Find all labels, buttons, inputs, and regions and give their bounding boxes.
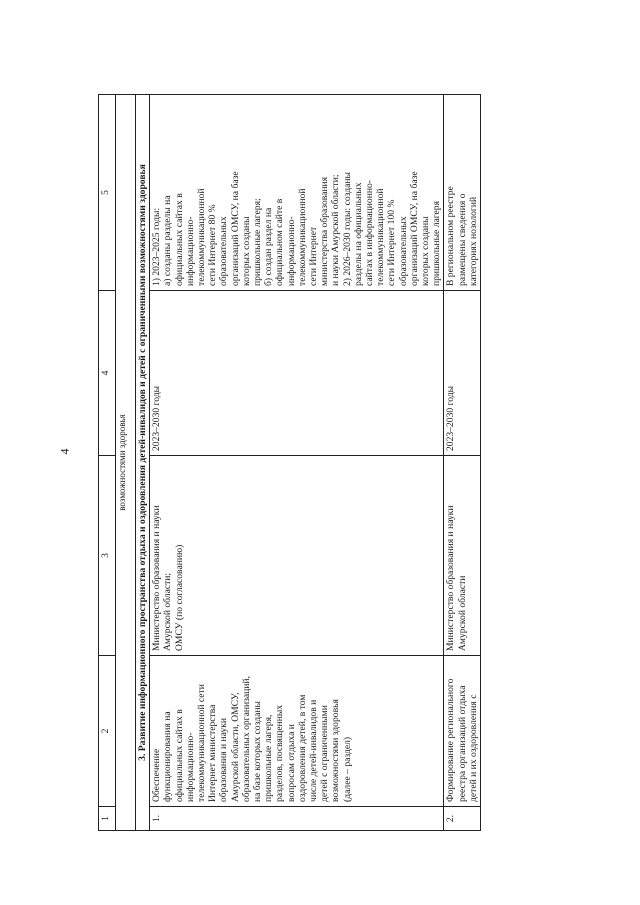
period-cell: 2023–2030 годы (150, 291, 444, 456)
responsible-cell: Министерство образования и науки Амурской области; ОМСУ (по согласованию) (150, 456, 444, 656)
page-number: 4 (57, 448, 72, 455)
carryover-text: возможностями здоровья (116, 95, 136, 831)
activity-cell: Формирование регионального реестра организаций отдыха детей и их оздоровления с (444, 656, 481, 807)
column-number-row (99, 95, 116, 831)
row-number: 2. (444, 807, 481, 831)
column-header: 5 (99, 95, 116, 291)
carryover-row (116, 95, 136, 831)
table-row (150, 95, 444, 831)
plan-table (98, 94, 481, 831)
table-row (444, 95, 481, 831)
column-header: 2 (99, 656, 116, 807)
section-row (136, 95, 150, 831)
column-header: 1 (99, 807, 116, 831)
responsible-cell: Министерство образования и науки Амурской области (444, 456, 481, 656)
column-header: 4 (99, 291, 116, 456)
row-number: 1. (150, 807, 444, 831)
activity-cell: Обеспечение функционирования на официальных сайтах в информационно- телекоммуникационной сети Интернет министерства образования и науки Амурской области, ОМСУ, образовательных организаций, на базе которых созданы пришкольные лагеря, разделов, посвященных вопросам отдыха и оздоровления детей, в том числе детей-инвалидов и детей с ограниченными возможностями здоровья (далее – раздел) (150, 656, 444, 807)
column-header: 3 (99, 456, 116, 656)
period-cell: 2023–2030 годы (444, 291, 481, 456)
result-cell: 1) 2023–2025 годы: а) созданы разделы на официальных сайтах в информационно- телекоммуникационной сети Интернет 80 % образовательных организаций ОМСУ, на базе которых созданы пришкольные лагеря; б) создан раздел на официальном сайте в информационно- телекоммуникационной сети Интернет министерства образования и науки Амурской области; 2) 2026–2030 годы: созданы разделы на официальных сайтах в информационно- телекоммуникационной сети Интернет 100 % образовательных организаций ОМСУ, на базе которых созданы пришкольные лагеря (150, 95, 444, 291)
rotated-table-container (98, 95, 540, 831)
result-cell: В региональном реестре размещены сведения о категориях нозологий (444, 95, 481, 291)
section-title: 3. Развитие информационного пространства отдыха и оздоровления детей-инвалидов и детей с ограниченными возможностями здоровья (136, 95, 150, 831)
